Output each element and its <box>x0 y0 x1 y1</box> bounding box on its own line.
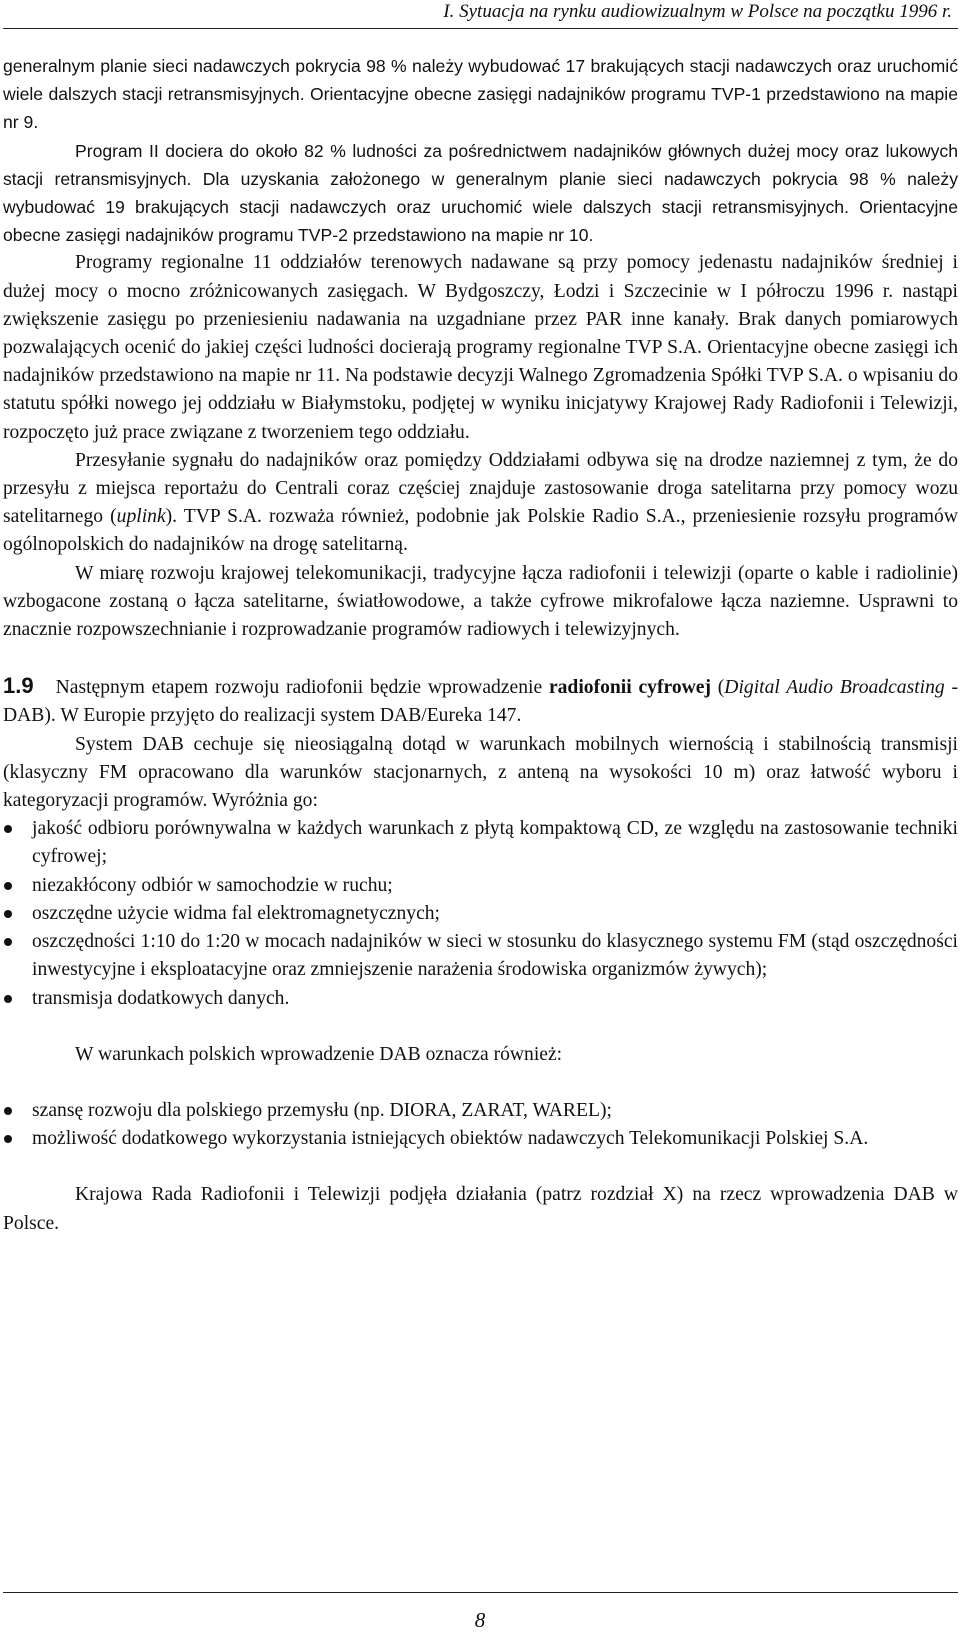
document-body <box>3 52 958 1238</box>
footer-rule <box>3 1592 958 1593</box>
section-number: 1.9 <box>3 673 34 699</box>
dab-features-list <box>3 815 958 1012</box>
polish-points-list <box>3 1097 958 1153</box>
paragraph-tvp1-coverage: generalnym planie sieci nadawczych pokrycia 98 % należy wybudować 17 brakujących stacji nadawczych oraz uruchomić wiele dalszych stacji retransmisyjnych. Orientacyjne obecne zasięgi nadajników programu TVP-1 przedstawiono na mapie nr 9. <box>3 56 958 133</box>
paragraph-closing: Krajowa Rada Radiofonii i Telewizji podjęła działania (patrz rozdział X) na rzecz wprowadzenia DAB w Polsce. <box>3 1184 958 1234</box>
section-text-after: - DAB). W Europie przyjęto do realizacji system DAB/Eureka 147. <box>3 677 958 727</box>
list-item <box>3 872 958 900</box>
paragraph-dab-intro: System DAB cechuje się nieosiągalną dotąd w warunkach mobilnych wiernością i stabilnością transmisji (klasyczny FM opracowano dla warunków stacjonarnych, z anteną na wysokości 10 m) oraz łatwość wyboru i kategoryzacji programów. Wyróżnia go: <box>3 733 958 812</box>
list-item <box>3 1125 958 1153</box>
spacer <box>3 1153 958 1181</box>
running-header: I. Sytuacja na rynku audiowizualnym w Polsce na początku 1996 r. <box>443 1 952 22</box>
list-item <box>3 1097 958 1125</box>
bullet-icon <box>4 995 12 1003</box>
list-item <box>3 815 958 871</box>
section-italic-term: Digital Audio Broadcasting <box>724 677 945 699</box>
list-item <box>3 985 958 1013</box>
list-item <box>3 928 958 984</box>
paragraph-signal-transmission <box>3 447 958 560</box>
spacer <box>3 644 958 672</box>
list-item-text: szansę rozwoju dla polskiego przemysłu (np. DIORA, ZARAT, WAREL); <box>32 1099 612 1121</box>
list-item-text: możliwość dodatkowego wykorzystania istniejących obiektów nadawczych Telekomunikacji Polskiej S.A. <box>32 1128 869 1150</box>
list-item <box>3 900 958 928</box>
list-item-text: oszczędności 1:10 do 1:20 w mocach nadajników w sieci w stosunku do klasycznego systemu FM (stąd oszczędności inwestycyjne i eksploatacyjne oraz zmniejszenie narażenia środowiska organizmów żywych); <box>32 931 958 981</box>
bullet-icon <box>4 825 12 833</box>
header-rule <box>3 28 958 29</box>
bullet-icon <box>4 882 12 890</box>
bullet-icon <box>4 1135 12 1143</box>
paragraph-regional-programs: Programy regionalne 11 oddziałów terenowych nadawane są przy pomocy jedenastu nadajników średniej i dużej mocy o mocno zróżnicowanych zasięgach. W Bydgoszczy, Łodzi i Szczecinie w I półroczu 1996 r. nastąpi zwiększenie zasięgu po przeniesieniu nadawania na uzgadniane przez PAR inne kanały. Brak danych pomiarowych pozwalających ocenić do jakiej części ludności docierają programy regionalne TVP S.A. Orientacyjne obecne zasięgi ich nadajników przedstawiono na mapie nr 11. Na podstawie decyzji Walnego Zgromadzenia Spółki TVP S.A. o wpisaniu do statutu spółki nowego jej oddziału w Białymstoku, podjętej w wyniku inicjatywy Krajowej Rady Radiofonii i Telewizji, rozpoczęto już prace związane z tworzeniem tego oddziału. <box>3 252 958 443</box>
list-item-text: oszczędne użycie widma fal elektromagnetycznych; <box>32 902 441 924</box>
signal-text-after: ). TVP S.A. rozważa również, podobnie jak Polskie Radio S.A., przeniesienie rozsyłu programów ogólnopolskich do nadajników na drogę satelitarną. <box>3 506 958 556</box>
list-item-text: transmisja dodatkowych danych. <box>32 987 290 1009</box>
uplink-term: uplink <box>116 506 166 528</box>
spacer <box>3 1013 958 1041</box>
section-text-before: Następnym etapem rozwoju radiofonii będzie wprowadzenie <box>55 677 549 699</box>
signal-text-before: Przesyłanie sygnału do nadajników oraz pomiędzy Oddziałami odbywa się na drodze naziemnej z tym, że do przesyłu z miejsca reportażu do Centrali coraz częściej znajduje zastosowanie droga satelitarna przy pomocy wozu satelitarnego ( <box>3 449 958 528</box>
page-number: 8 <box>474 1608 486 1632</box>
list-item-text: niezakłócony odbiór w samochodzie w ruchu; <box>32 874 393 896</box>
section-1-9 <box>3 672 958 730</box>
paragraph-polish-intro: W warunkach polskich wprowadzenie DAB oznacza również: <box>75 1043 563 1065</box>
paragraph-tvp2-coverage: Program II dociera do około 82 % ludności za pośrednictwem nadajników głównych dużej mocy oraz lukowych stacji retransmisyjnych. Dla uzyskania założonego w generalnym planie sieci nadawczych pokrycia 98 % należy wybudować 19 brakujących stacji nadawczych oraz uruchomić wiele dalszych stacji retransmisyjnych. Orientacyjne obecne zasięgi nadajników programu TVP-2 przedstawiono na mapie nr 10. <box>3 140 958 246</box>
list-item-text: jakość odbioru porównywalna w każdych warunkach z płytą kompaktową CD, ze względu na zastosowanie techniki cyfrowej; <box>32 818 958 868</box>
bullet-icon <box>4 938 12 946</box>
paragraph-telecom-development: W miarę rozwoju krajowej telekomunikacji, tradycyjne łącza radiofonii i telewizji (oparte o kable i radiolinie) wzbogacone zostaną o łącza satelitarne, światłowodowe, a także cyfrowe mikrofalowe łącza naziemne. Usprawni to znacznie rozpowszechnianie i rozprowadzanie programów radiowych i telewizyjnych. <box>3 562 958 641</box>
bullet-icon <box>4 1107 12 1115</box>
section-paren-open: ( <box>710 677 725 699</box>
bullet-icon <box>4 910 12 918</box>
section-bold-term: radiofonii cyfrowej <box>548 677 711 699</box>
spacer <box>3 1069 958 1097</box>
